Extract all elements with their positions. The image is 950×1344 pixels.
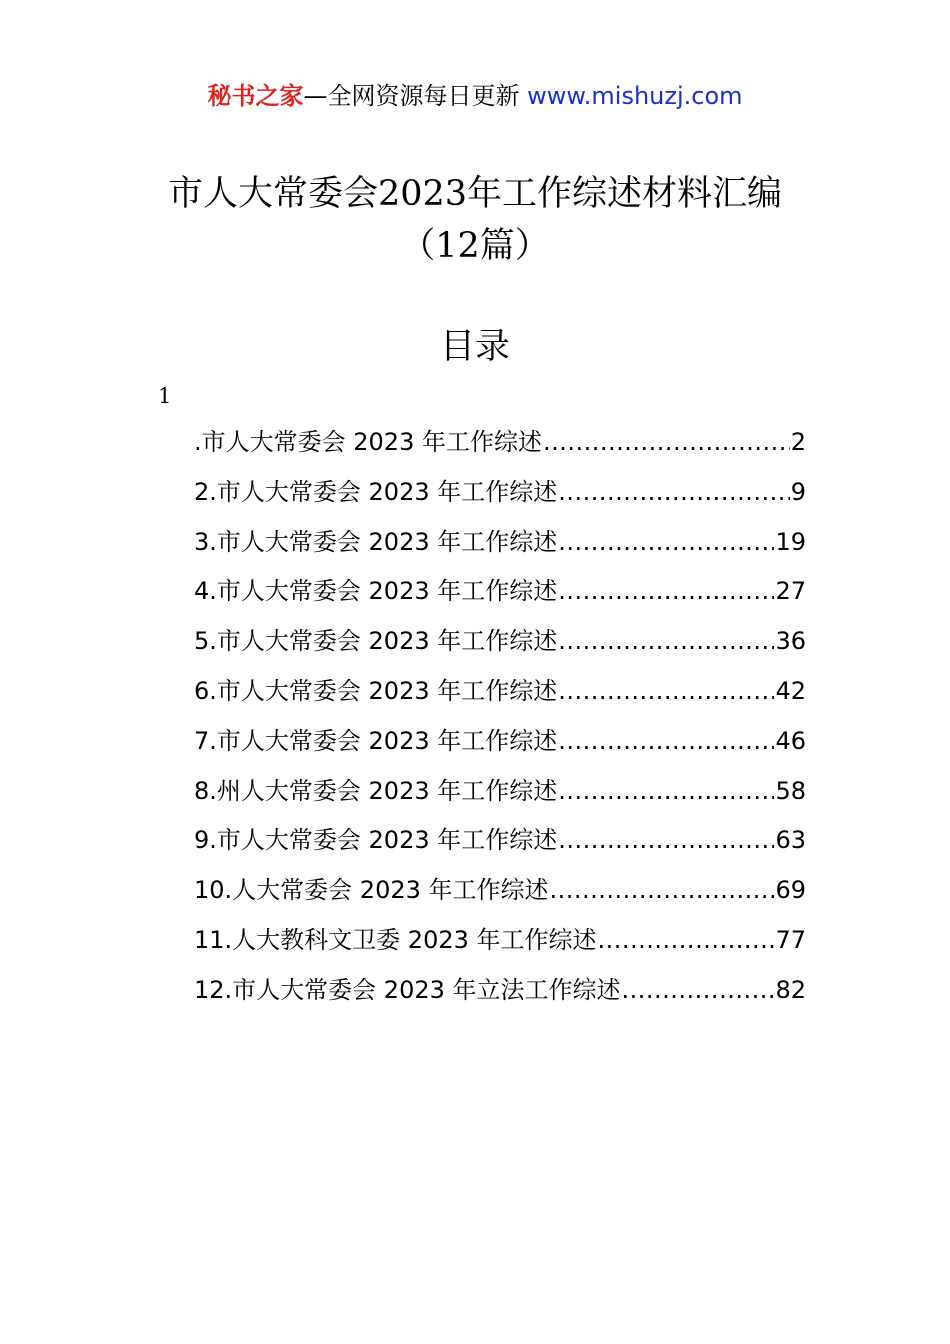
toc-entry-label: 11.人大教科文卫委 2023 年工作综述 [194, 925, 597, 954]
toc-entry-label: 8.州人大常委会 2023 年工作综述 [194, 776, 558, 805]
toc-entry-page: 63 [775, 826, 806, 855]
toc-entry-label: 12.市人大常委会 2023 年立法工作综述 [194, 975, 621, 1004]
site-header [0, 80, 950, 112]
toc-entry-1[interactable] [194, 418, 806, 468]
table-of-contents [194, 418, 806, 1016]
toc-entry-4[interactable] [194, 567, 806, 617]
toc-dot-leader [558, 567, 774, 617]
toc-entry-label: 3.市人大常委会 2023 年工作综述 [194, 527, 558, 556]
toc-dot-leader [622, 966, 775, 1016]
toc-entry-5[interactable] [194, 617, 806, 667]
toc-dot-leader [558, 518, 774, 568]
toc-dot-leader [558, 767, 774, 817]
toc-entry-7[interactable] [194, 717, 806, 767]
toc-entry-3[interactable] [194, 518, 806, 568]
toc-entry-10[interactable] [194, 866, 806, 916]
toc-entry-page: 77 [775, 925, 806, 954]
toc-entry-12[interactable] [194, 966, 806, 1016]
toc-entry-8[interactable] [194, 767, 806, 817]
site-tagline: —全网资源每日更新 [303, 82, 520, 110]
site-url-link[interactable]: www.mishuzj.com [527, 82, 743, 110]
document-title-line-1: 市人大常委会2023年工作综述材料汇编 [167, 174, 783, 214]
toc-heading: 目录 [439, 327, 510, 367]
toc-entry-label: .市人大常委会 2023 年工作综述 [194, 428, 542, 456]
toc-entry-2[interactable] [194, 468, 806, 518]
toc-entry-page: 19 [775, 527, 806, 556]
toc-entry-page: 36 [775, 627, 806, 656]
toc-entry-page: 27 [775, 577, 806, 606]
toc-entry-6[interactable] [194, 667, 806, 717]
toc-entry-page: 9 [790, 477, 806, 506]
toc-entry-page: 82 [775, 975, 806, 1004]
toc-entry-label: 10.人大常委会 2023 年工作综述 [194, 876, 549, 905]
toc-dot-leader [558, 816, 774, 866]
toc-dot-leader [550, 866, 775, 916]
toc-entry-page: 2 [790, 428, 806, 456]
toc-entry-label: 6.市人大常委会 2023 年工作综述 [194, 676, 558, 705]
site-brand: 秘书之家 [207, 82, 304, 110]
toc-dot-leader [558, 468, 789, 518]
toc-entry-page: 42 [775, 676, 806, 705]
toc-dot-leader [543, 418, 790, 468]
toc-entry-label: 7.市人大常委会 2023 年工作综述 [194, 726, 558, 755]
page-marker-number: 1 [158, 384, 172, 408]
toc-entry-label: 9.市人大常委会 2023 年工作综述 [194, 826, 558, 855]
toc-entry-page: 58 [775, 776, 806, 805]
toc-entry-page: 46 [775, 726, 806, 755]
toc-entry-page: 69 [775, 876, 806, 905]
toc-dot-leader [558, 617, 774, 667]
toc-dot-leader [598, 916, 775, 966]
toc-dot-leader [558, 667, 774, 717]
toc-entry-11[interactable] [194, 916, 806, 966]
toc-entry-label: 4.市人大常委会 2023 年工作综述 [194, 577, 558, 606]
toc-entry-label: 2.市人大常委会 2023 年工作综述 [194, 477, 558, 506]
document-title-line-2: （12篇） [400, 226, 550, 266]
toc-entry-label: 5.市人大常委会 2023 年工作综述 [194, 627, 558, 656]
toc-dot-leader [558, 717, 774, 767]
document-title [0, 168, 950, 272]
toc-entry-9[interactable] [194, 816, 806, 866]
